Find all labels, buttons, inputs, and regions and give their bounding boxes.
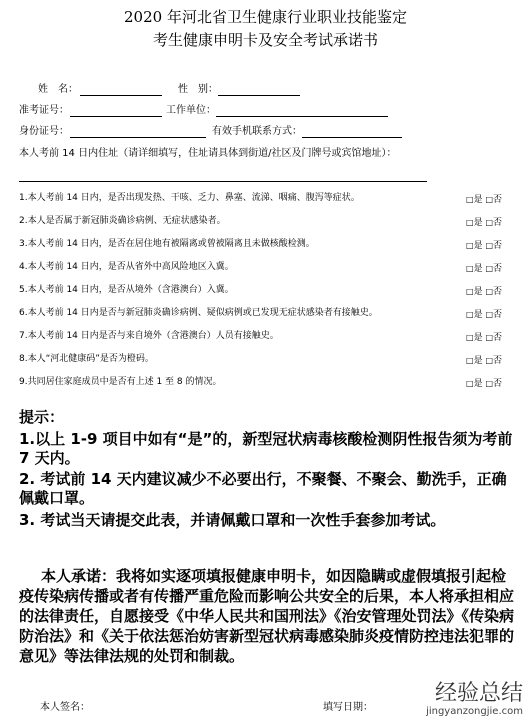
answer-3[interactable] <box>466 240 502 252</box>
page-title: 2020 年河北省卫生健康行业职业技能鉴定 <box>124 8 407 26</box>
yes-label: 是 <box>473 356 483 366</box>
no-label: 否 <box>493 195 503 205</box>
checkbox-icon[interactable]: □ <box>466 310 474 319</box>
question-2: 2.本人是否属于新冠肺炎确诊病例、无症状感染者。 <box>19 216 226 226</box>
answer-1[interactable] <box>466 194 502 206</box>
ticket-number-field[interactable] <box>70 116 162 117</box>
hint-item-1: 1.以上 1-9 项目中如有“是”的，新型冠状病毒核酸检测阴性报告须为考前 7 天内。 <box>19 430 513 467</box>
checkbox-icon[interactable]: □ <box>485 195 494 204</box>
employer-field[interactable] <box>216 116 388 117</box>
question-7: 7.本人考前 14 日内是否与来自境外（含港澳台）人员有接触史。 <box>19 331 279 341</box>
hint-item-2: 2. 考试前 14 天内建议减少不必要出行，不聚餐、不聚会、勤洗手，正确佩戴口罩。 <box>19 470 507 507</box>
checkbox-icon[interactable]: □ <box>485 264 494 273</box>
checkbox-icon[interactable]: □ <box>466 241 474 250</box>
name-field[interactable] <box>80 95 162 96</box>
checkbox-icon[interactable]: □ <box>485 379 494 388</box>
ticket-number-label: 准考证号： <box>19 105 69 116</box>
checkbox-icon[interactable]: □ <box>485 333 494 342</box>
yes-label: 是 <box>473 333 483 343</box>
checkbox-icon[interactable]: □ <box>485 310 494 319</box>
gender-label: 性 别： <box>178 84 218 95</box>
checkbox-icon[interactable]: □ <box>466 218 474 227</box>
answer-6[interactable] <box>466 309 502 321</box>
checkbox-icon[interactable]: □ <box>485 356 494 365</box>
answer-8[interactable] <box>466 355 502 367</box>
yes-label: 是 <box>473 287 483 297</box>
question-8: 8.本人“河北健康码”是否为橙码。 <box>19 354 154 364</box>
no-label: 否 <box>493 241 503 251</box>
yes-label: 是 <box>473 195 483 205</box>
yes-label: 是 <box>473 218 483 228</box>
no-label: 否 <box>493 287 503 297</box>
address-label: 本人考前 14 日内住址（请详细填写，住址请具体到街道/社区及门牌号或宾馆地址）： <box>19 148 397 159</box>
date-label: 填写日期： <box>323 702 373 713</box>
hint-item-3: 3. 考试当天请提交此表，并请佩戴口罩和一次性手套参加考试。 <box>19 511 446 529</box>
no-label: 否 <box>493 218 503 228</box>
checkbox-icon[interactable]: □ <box>466 287 474 296</box>
name-label: 姓 名： <box>38 84 78 95</box>
question-5: 5.本人考前 14 日内，是否从境外（含港澳台）入冀。 <box>19 285 234 295</box>
checkbox-icon[interactable]: □ <box>485 287 494 296</box>
answer-7[interactable] <box>466 332 502 344</box>
checkbox-icon[interactable]: □ <box>466 356 474 365</box>
no-label: 否 <box>493 264 503 274</box>
pledge-text: 本人承诺：我将如实逐项填报健康申明卡，如因隐瞒或虚假填报引起检疫传染病传播或者有传播严重危险而影响公共安全的后果，本人将承担相应的法律责任，自愿接受《中华人民共和国刑法》《治安管理处罚法》《传染病防治法》和《关于依法惩治妨害新型冠状病毒感染肺炎疫情防控违法犯罪的意见》等法律法规的处罚和制裁。 <box>19 567 515 665</box>
question-4: 4.本人考前 14 日内，是否从省外中高风险地区入冀。 <box>19 262 234 272</box>
no-label: 否 <box>493 379 503 389</box>
id-number-field[interactable] <box>70 137 206 138</box>
checkbox-icon[interactable]: □ <box>485 241 494 250</box>
watermark-url: jingyanzongjie.com <box>426 706 523 717</box>
no-label: 否 <box>493 310 503 320</box>
checkbox-icon[interactable]: □ <box>466 333 474 342</box>
no-label: 否 <box>493 356 503 366</box>
address-field[interactable] <box>19 181 427 182</box>
question-3: 3.本人考前 14 日内，是否在居住地有被隔离或曾被隔离且未做核酸检测。 <box>19 239 315 249</box>
yes-label: 是 <box>473 241 483 251</box>
answer-9[interactable] <box>466 378 502 390</box>
answer-5[interactable] <box>466 286 502 298</box>
id-number-label: 身份证号： <box>19 126 69 137</box>
page-subtitle: 考生健康申明卡及安全考试承诺书 <box>152 31 378 49</box>
phone-label: 有效手机联系方式： <box>212 126 302 137</box>
answer-4[interactable] <box>466 263 502 275</box>
answer-2[interactable] <box>466 217 502 229</box>
checkbox-icon[interactable]: □ <box>466 195 474 204</box>
watermark <box>426 682 523 718</box>
watermark-title: 经验总结 <box>434 681 523 706</box>
yes-label: 是 <box>473 264 483 274</box>
checkbox-icon[interactable]: □ <box>466 264 474 273</box>
no-label: 否 <box>493 333 503 343</box>
checkbox-icon[interactable]: □ <box>466 379 474 388</box>
signature-label: 本人签名： <box>40 702 90 713</box>
question-9: 9.共同居住家庭成员中是否有上述 1 至 8 的情况。 <box>19 377 222 387</box>
gender-field[interactable] <box>218 95 300 96</box>
hints-heading: 提示： <box>19 408 65 426</box>
yes-label: 是 <box>473 310 483 320</box>
yes-label: 是 <box>473 379 483 389</box>
checkbox-icon[interactable]: □ <box>485 218 494 227</box>
question-6: 6.本人考前 14 日内是否与新冠肺炎确诊病例、疑似病例或已发现无症状感染者有接触史。 <box>19 308 378 318</box>
phone-field[interactable] <box>302 137 402 138</box>
employer-label: 工作单位： <box>166 105 216 116</box>
question-1: 1.本人考前 14 日内，是否出现发热、干咳、乏力、鼻塞、流涕、咽痛、腹泻等症状。 <box>19 193 360 203</box>
